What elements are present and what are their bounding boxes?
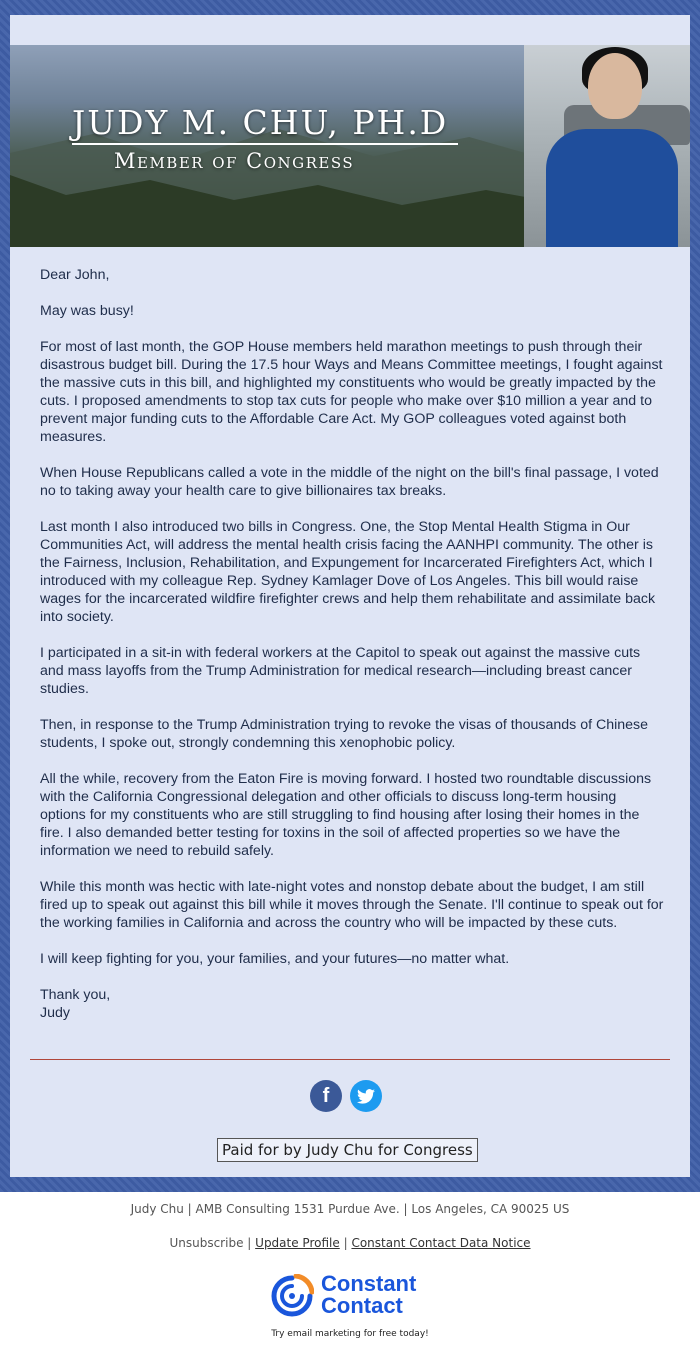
twitter-icon[interactable]: [350, 1080, 382, 1112]
banner-rule: [72, 143, 458, 145]
constant-contact-logo-icon[interactable]: [270, 1274, 314, 1318]
paragraph: All the while, recovery from the Eaton Fire is moving forward. I hosted two roundtable discussions with the California Congressional delegation and other officials to discuss long-term housing options for my constituents who are still struggling to find housing after losing their homes in the fire. I also demanded better testing for toxins in the soil of affected properties so we have the information we need to rebuild safely.: [40, 771, 652, 859]
data-notice-link[interactable]: Constant Contact Data Notice: [351, 1236, 531, 1250]
banner-title: JUDY M. CHU, PH.D: [72, 103, 449, 142]
constant-contact-wordmark[interactable]: [321, 1273, 416, 1317]
update-profile-link[interactable]: Update Profile: [255, 1236, 340, 1250]
brand-line-2: Contact: [321, 1293, 403, 1318]
banner-subtitle: Member of Congress: [114, 149, 355, 173]
portrait-face: [588, 53, 642, 119]
letter-body: [40, 266, 665, 1022]
header-banner: [10, 45, 690, 247]
portrait-body: [546, 129, 678, 247]
footer-links: [0, 1236, 700, 1250]
paragraph: When House Republicans called a vote in the middle of the night on the bill's final passage, I voted no to taking away your health care to give billionaires tax breaks.: [40, 465, 659, 499]
divider: [30, 1059, 670, 1060]
paid-for-disclaimer: Paid for by Judy Chu for Congress: [217, 1138, 478, 1162]
paragraph: May was busy!: [40, 303, 134, 319]
greeting: Dear John,: [40, 267, 110, 283]
closing-block: [40, 986, 665, 1022]
unsubscribe-link[interactable]: Unsubscribe: [169, 1236, 244, 1250]
facebook-icon[interactable]: [310, 1080, 342, 1112]
brand-line-1: Constant: [321, 1271, 417, 1296]
portrait-photo: [524, 45, 690, 247]
paragraph: While this month was hectic with late-night votes and nonstop debate about the budget, I am still fired up to speak out against this bill while it moves through the Senate. I'll continue to speak out for the working families in California and across the country who will be impacted by these cuts.: [40, 879, 664, 931]
paragraph: I will keep fighting for you, your families, and your futures—no matter what.: [40, 951, 510, 967]
paragraph: For most of last month, the GOP House members held marathon meetings to push through their disastrous budget bill. During the 17.5 hour Ways and Means Committee meetings, I fought against the massive cuts in this bill, and highlighted my constituents who would be greatly impacted by the cuts. I proposed amendments to stop tax cuts for people who make over $10 million a year and to prevent major funding cuts to the Affordable Care Act. My GOP colleagues voted against both measures.: [40, 339, 663, 445]
paragraph: Then, in response to the Trump Administration trying to revoke the visas of thousands of Chinese students, I spoke out, strongly condemning this xenophobic policy.: [40, 717, 649, 751]
closing: Thank you,: [40, 987, 111, 1003]
brand-tagline[interactable]: Try email marketing for free today!: [271, 1329, 429, 1339]
separator: |: [343, 1236, 348, 1250]
email-card: [10, 15, 690, 1177]
signature: Judy: [40, 1005, 70, 1021]
paragraph: Last month I also introduced two bills in Congress. One, the Stop Mental Health Stigma in Our Communities Act, will address the mental health crisis facing the AANHPI community. The other is the Fairness, Inclusion, Rehabilitation, and Expungement for Incarcerated Firefighters Act, which I introduced with my colleague Rep. Sydney Kamlager Dove of Los Angeles. This bill would raise wages for the incarcerated wildfire firefighter crews and help them rehabilitate and assimilate back into society.: [40, 519, 656, 625]
facebook-glyph: f: [322, 1084, 330, 1107]
twitter-bird-icon: [357, 1089, 375, 1104]
separator: |: [247, 1236, 252, 1250]
footer-address: Judy Chu | AMB Consulting 1531 Purdue Ave. | Los Angeles, CA 90025 US: [130, 1202, 570, 1216]
paragraph: I participated in a sit-in with federal workers at the Capitol to speak out against the massive cuts and mass layoffs from the Trump Administration for medical research—including breast cancer studies.: [40, 645, 641, 697]
